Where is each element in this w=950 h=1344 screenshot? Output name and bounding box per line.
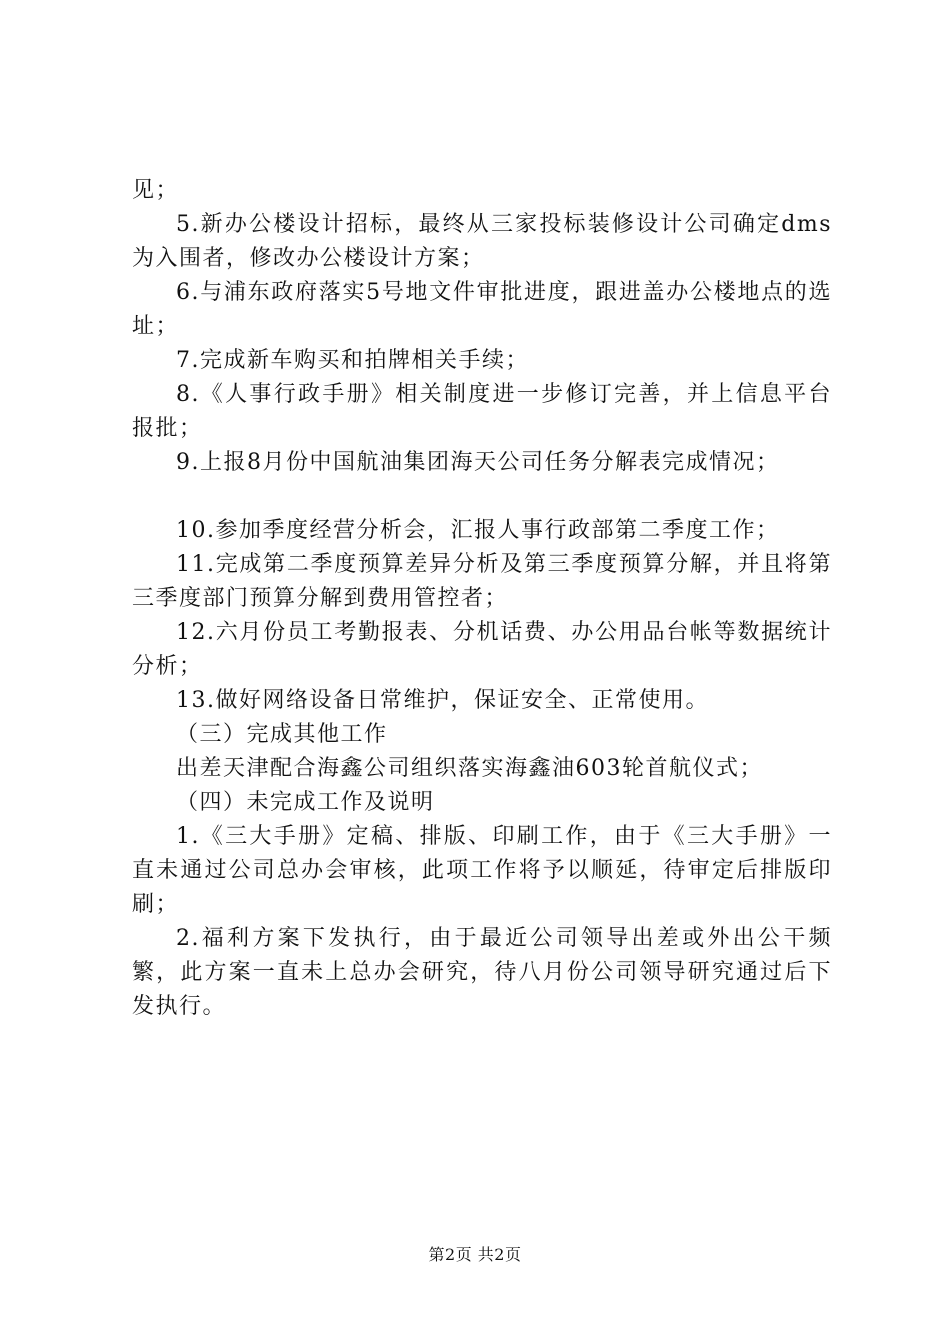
section-heading-unfinished-work: （四）未完成工作及说明 bbox=[176, 790, 435, 815]
paragraph-other-work: 出差天津配合海鑫公司组织落实海鑫油603轮首航仪式； bbox=[176, 756, 763, 781]
page-number-footer: 第2页 共2页 bbox=[428, 1245, 522, 1264]
paragraph-continuation: 见； bbox=[132, 178, 180, 203]
paragraph-item-12: 12.六月份员工考勤报表、分机话费、办公用品台帐等数据统计分析； bbox=[132, 620, 832, 679]
paragraph-item-6: 6.与浦东政府落实5号地文件审批进度，跟进盖办公楼地点的选址； bbox=[132, 280, 832, 339]
paragraph-item-11: 11.完成第二季度预算差异分析及第三季度预算分解，并且将第三季度部门预算分解到费用管控者； bbox=[132, 552, 832, 611]
paragraph-item-13: 13.做好网络设备日常维护，保证安全、正常使用。 bbox=[176, 688, 709, 713]
paragraph-item-8: 8.《人事行政手册》相关制度进一步修订完善，并上信息平台报批； bbox=[132, 382, 832, 441]
document-body bbox=[132, 174, 832, 1024]
paragraph-item-7: 7.完成新车购买和拍牌相关手续； bbox=[176, 348, 529, 373]
paragraph-unfinished-2: 2.福利方案下发执行，由于最近公司领导出差或外出公干频繁，此方案一直未上总办会研究，待八月份公司领导研究通过后下发执行。 bbox=[132, 926, 832, 1019]
paragraph-unfinished-1: 1.《三大手册》定稿、排版、印刷工作，由于《三大手册》一直未通过公司总办会审核，此项工作将予以顺延，待审定后排版印刷； bbox=[132, 824, 832, 917]
section-heading-other-work: （三）完成其他工作 bbox=[176, 722, 388, 747]
paragraph-item-10: 10.参加季度经营分析会，汇报人事行政部第二季度工作； bbox=[176, 518, 780, 543]
paragraph-item-5: 5.新办公楼设计招标，最终从三家投标装修设计公司确定dms为入围者，修改办公楼设计方案； bbox=[132, 212, 832, 271]
paragraph-item-9: 9.上报8月份中国航油集团海天公司任务分解表完成情况； bbox=[176, 450, 780, 475]
